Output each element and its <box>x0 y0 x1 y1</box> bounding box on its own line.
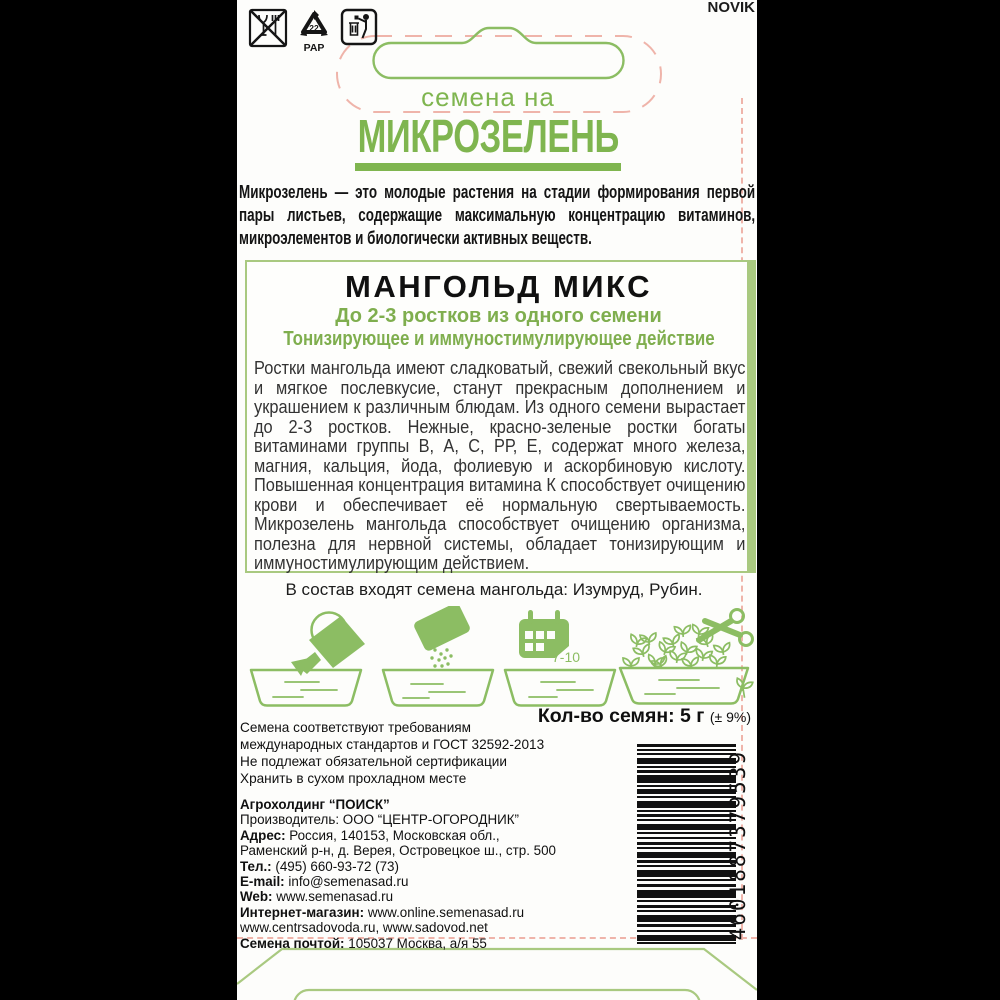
seed-quantity-value: 5 г <box>680 705 705 727</box>
watermark-text: NOVIK <box>707 0 755 16</box>
seed-quantity-tolerance: (± 9%) <box>709 709 751 725</box>
product-benefit-2: Тонизирующее и иммуностимулирующее действие <box>283 328 715 350</box>
compliance-line: Не подлежат обязательной сертификации <box>240 754 507 769</box>
seed-quantity-label: Кол-во семян: <box>537 705 675 727</box>
seed-quantity <box>538 705 751 728</box>
packaging-icons-row <box>248 8 378 56</box>
tidy-man-icon <box>340 8 378 46</box>
compliance-line: Семена соответствуют требованиям <box>240 720 471 735</box>
barcode-number: 4601887379539 <box>726 749 750 941</box>
bottom-flap-outline <box>237 944 757 1000</box>
product-description: Ростки мангольда имеют сладковатый, свежий свекольный вкус и мягкое послевкусие, станут прекрасным дополнением и украшением к различным блюдам. Из одного семени вырастает до 2-3 ростков. Нежные, красно-зеленые ростки богаты витаминами группы В, А, С, РР, Е, содержат много железа, магния, кальция, йода, фолиевую и аскорбиновую кислоту. Повышенная концентрация витамина К способствует очищению крови и обеспечивает её нормальную свертываемость. Микрозелень мангольда способствует очищению организма, полезна для нервной системы, обладает тонизирующим и иммуностимулирующим действием. <box>254 358 746 573</box>
web-line: Web: www.semenasad.ru <box>240 889 394 905</box>
svg-text:22: 22 <box>309 23 319 33</box>
address-line-2: Раменский р-н, д. Верея, Островецкое ш., стр. 500 <box>240 843 556 859</box>
barcode <box>637 744 736 944</box>
seed-packet-back <box>237 0 757 1000</box>
brand-subtitle: семена на <box>421 82 555 112</box>
intro-paragraph: Микрозелень — это молодые растения на стадии формирования первой пары листьев, содержащие максимальную концентрацию витаминов, микроэлементов и биологически активных веществ. <box>239 181 756 248</box>
sowing-seeds-icon <box>377 606 499 708</box>
online-shop-line: Интернет-магазин: www.online.semenasad.ru <box>240 904 525 920</box>
manufacturer-block <box>240 797 556 951</box>
email-line: E-mail: info@semenasad.ru <box>240 874 409 890</box>
online-shop-line-2: www.centrsadovoda.ru, www.sadovod.net <box>240 920 488 936</box>
svg-text:7-10: 7-10 <box>552 649 581 665</box>
brand-header <box>237 82 739 171</box>
no-food-contact-icon <box>248 8 288 48</box>
compliance-line: Хранить в сухом прохладном месте <box>240 771 467 786</box>
producer-line: Производитель: ООО “ЦЕНТР-ОГОРОДНИК” <box>240 812 519 828</box>
watering-can-icon <box>245 606 375 708</box>
holding-name: Агрохолдинг “ПОИСК” <box>240 797 390 812</box>
product-benefit-1: До 2-3 ростков из одного семени <box>335 305 662 327</box>
brand-title: МИКРОЗЕЛЕНЬ <box>357 110 619 162</box>
product-title: МАНГОЛЬД МИКС <box>345 269 652 304</box>
phone-line: Тел.: (495) 660-93-72 (73) <box>240 858 399 874</box>
compliance-line: международных стандартов и ГОСТ 32592-2013 <box>240 737 545 752</box>
compliance-block <box>240 719 544 787</box>
harvest-scissors-icon <box>615 602 757 708</box>
product-info-box <box>245 260 756 573</box>
germination-calendar-icon <box>499 606 621 708</box>
composition-line: В состав входят семена мангольда: Изумруд, Рубин. <box>285 580 703 599</box>
recycling-pap-22-icon <box>294 8 334 56</box>
svg-text:PAP: PAP <box>303 42 325 54</box>
address-line-1: Адрес: Россия, 140153, Московская обл., <box>240 827 500 843</box>
mail-order-line: Семена почтой: 105037 Москва, а/я 55 <box>240 935 487 951</box>
brand-underline <box>355 163 621 171</box>
